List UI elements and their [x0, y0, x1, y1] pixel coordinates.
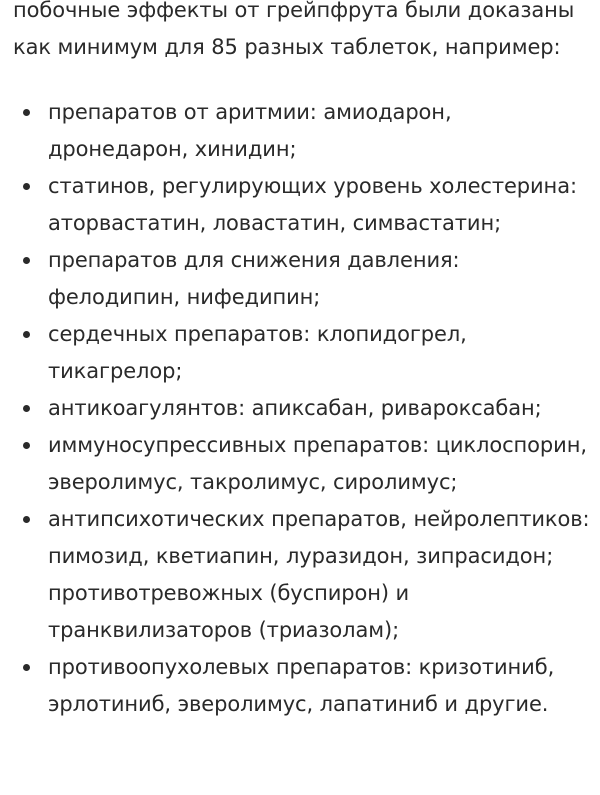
list-item-text: препаратов для снижения давления: фелодипин, нифедипин;: [48, 248, 460, 309]
list-item-blood-pressure: [0, 242, 600, 316]
bullet-icon: [23, 331, 30, 338]
bullet-icon: [23, 183, 30, 190]
bullet-icon: [23, 664, 30, 671]
list-item-anticoagulants: [0, 390, 600, 427]
bullet-icon: [23, 109, 30, 116]
intro-paragraph: побочные эффекты от грейпфрута были доказаны как минимум для 85 разных таблеток, например:: [13, 0, 575, 59]
list-item-statins: [0, 168, 600, 242]
list-item-antiarrhythmics: [0, 94, 600, 168]
list-item-antipsychotics: [0, 501, 600, 649]
bullet-icon: [23, 442, 30, 449]
bullet-icon: [23, 257, 30, 264]
list-item-text: противоопухолевых препаратов: кризотиниб, эрлотиниб, эверолимус, лапатиниб и другие.: [48, 655, 555, 716]
list-item-text: препаратов от аритмии: амиодарон, дронедарон, хинидин;: [48, 100, 452, 161]
list-item-text: сердечных препаратов: клопидогрел, тикагрелор;: [48, 322, 467, 383]
drug-list: [0, 94, 600, 723]
bullet-icon: [23, 516, 30, 523]
list-item-immunosuppressants: [0, 427, 600, 501]
list-item-text: антипсихотических препаратов, нейролептиков: пимозид, кветиапин, луразидон, зипрасидон; противотревожных (буспирон) и транквилизаторов (триазолам);: [48, 507, 590, 642]
list-item-text: антикоагулянтов: апиксабан, ривароксабан;: [48, 396, 542, 420]
list-item-text: иммуносупрессивных препаратов: циклоспорин, эверолимус, такролимус, сиролимус;: [48, 433, 587, 494]
list-item-antitumor: [0, 649, 600, 723]
bullet-icon: [23, 405, 30, 412]
list-item-text: статинов, регулирующих уровень холестерина: аторвастатин, ловастатин, симвастатин;: [48, 174, 577, 235]
list-item-cardiac: [0, 316, 600, 390]
